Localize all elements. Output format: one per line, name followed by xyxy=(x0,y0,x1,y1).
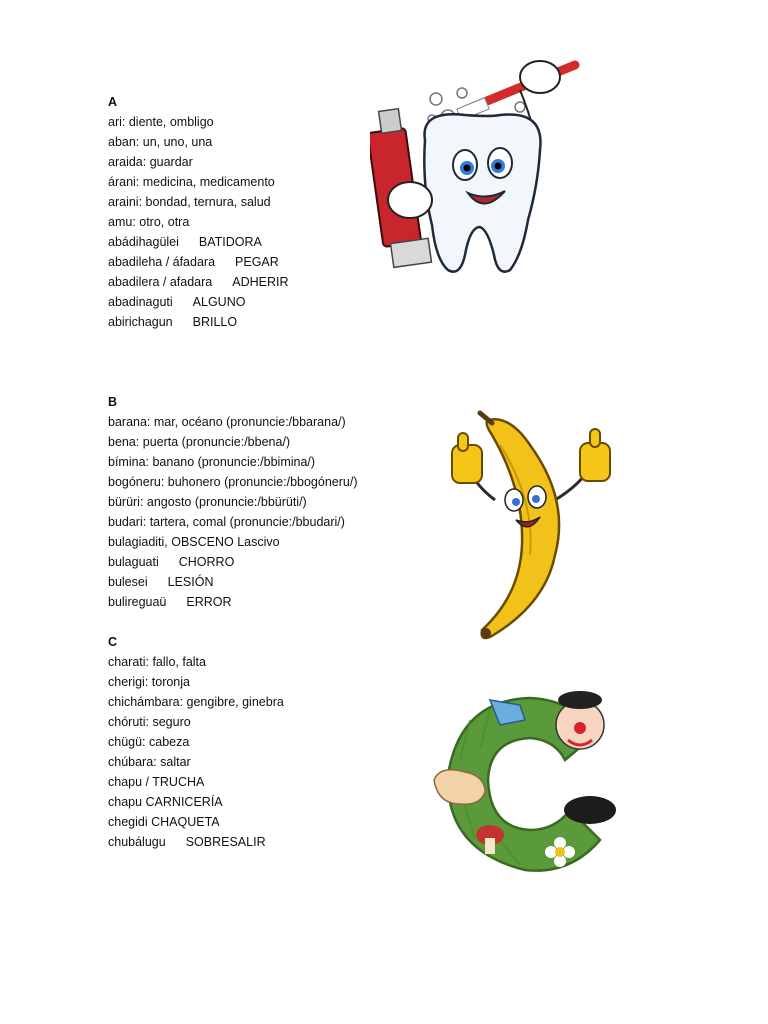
dictionary-entry xyxy=(108,772,408,792)
entry-word: bulesei xyxy=(108,575,148,589)
dictionary-entry xyxy=(108,792,408,812)
entry-word: chóruti: seguro xyxy=(108,715,191,729)
entry-gloss: ADHERIR xyxy=(232,275,289,289)
dictionary-entry xyxy=(108,132,408,152)
entry-word: abadinaguti xyxy=(108,295,173,309)
banana-illustration xyxy=(440,405,620,645)
section-b xyxy=(108,392,408,612)
dictionary-entry xyxy=(108,712,408,732)
dictionary-entry xyxy=(108,532,408,552)
entry-word: chegidi CHAQUETA xyxy=(108,815,220,829)
dictionary-entry xyxy=(108,732,408,752)
letter-c-illustration xyxy=(430,680,630,880)
section-letter: A xyxy=(108,95,118,109)
entry-word: charati: fallo, falta xyxy=(108,655,206,669)
entry-word: bulaguati xyxy=(108,555,159,569)
entry-word: abadilera / afadara xyxy=(108,275,213,289)
dictionary-entry xyxy=(108,832,408,852)
entry-word: araini: bondad, ternura, salud xyxy=(108,195,271,209)
entry-word: chügü: cabeza xyxy=(108,735,190,749)
dictionary-entry xyxy=(108,192,408,212)
entry-word: chúbara: saltar xyxy=(108,755,191,769)
entry-gloss: BATIDORA xyxy=(198,235,262,249)
dictionary-entry xyxy=(108,312,408,332)
entry-word: abirichagun xyxy=(108,315,173,329)
dictionary-entry xyxy=(108,152,408,172)
entry-gloss: LESIÓN xyxy=(167,575,214,589)
entry-word: chubálugu xyxy=(108,835,166,849)
entry-word: bürüri: angosto (pronuncie:/bbürüti/) xyxy=(108,495,307,509)
entry-gloss: ALGUNO xyxy=(192,295,246,309)
dictionary-entry xyxy=(108,572,408,592)
entry-word: barana: mar, océano (pronuncie:/bbarana/) xyxy=(108,415,346,429)
section-letter: C xyxy=(108,635,118,649)
dictionary-entry xyxy=(108,412,408,432)
entry-word: árani: medicina, medicamento xyxy=(108,175,275,189)
dictionary-entry xyxy=(108,552,408,572)
dictionary-entry xyxy=(108,212,408,232)
section-letter: B xyxy=(108,395,118,409)
entry-word: bulireguaü xyxy=(108,595,167,609)
dictionary-entry xyxy=(108,252,408,272)
entry-word: chichámbara: gengibre, ginebra xyxy=(108,695,284,709)
entry-word: bímina: banano (pronuncie:/bbimina/) xyxy=(108,455,316,469)
dictionary-entry xyxy=(108,492,408,512)
tooth-illustration xyxy=(370,55,585,280)
entry-gloss: SOBRESALIR xyxy=(185,835,266,849)
dictionary-entry xyxy=(108,512,408,532)
entry-word: chapu CARNICERÍA xyxy=(108,795,223,809)
dictionary-entry xyxy=(108,752,408,772)
entry-gloss: PEGAR xyxy=(235,255,279,269)
section-a xyxy=(108,92,408,332)
dictionary-entry xyxy=(108,592,408,612)
section-c xyxy=(108,632,408,852)
dictionary-entry xyxy=(108,232,408,252)
entry-word: chapu / TRUCHA xyxy=(108,775,205,789)
dictionary-entry xyxy=(108,172,408,192)
entry-gloss: ERROR xyxy=(186,595,232,609)
dictionary-entry xyxy=(108,452,408,472)
entry-word: ari: diente, ombligo xyxy=(108,115,214,129)
dictionary-entry xyxy=(108,472,408,492)
dictionary-entry xyxy=(108,652,408,672)
entry-word: araida: guardar xyxy=(108,155,193,169)
dictionary-entry xyxy=(108,812,408,832)
entry-word: budari: tartera, comal (pronuncie:/bbudari/) xyxy=(108,515,345,529)
entry-word: bogóneru: buhonero (pronuncie:/bbogóneru/) xyxy=(108,475,358,489)
dictionary-entry xyxy=(108,672,408,692)
entry-word: amu: otro, otra xyxy=(108,215,190,229)
entry-gloss: CHORRO xyxy=(178,555,235,569)
dictionary-entry xyxy=(108,112,408,132)
dictionary-entry xyxy=(108,692,408,712)
entry-word: abadileha / áfadara xyxy=(108,255,216,269)
entry-word: abádihagülei xyxy=(108,235,179,249)
entry-word: bena: puerta (pronuncie:/bbena/) xyxy=(108,435,291,449)
dictionary-entry xyxy=(108,432,408,452)
entry-word: aban: un, uno, una xyxy=(108,135,213,149)
entry-gloss: BRILLO xyxy=(192,315,238,329)
entry-word: bulagiaditi, OBSCENO Lascivo xyxy=(108,535,280,549)
entry-word: cherigi: toronja xyxy=(108,675,190,689)
dictionary-entry xyxy=(108,272,408,292)
dictionary-entry xyxy=(108,292,408,312)
